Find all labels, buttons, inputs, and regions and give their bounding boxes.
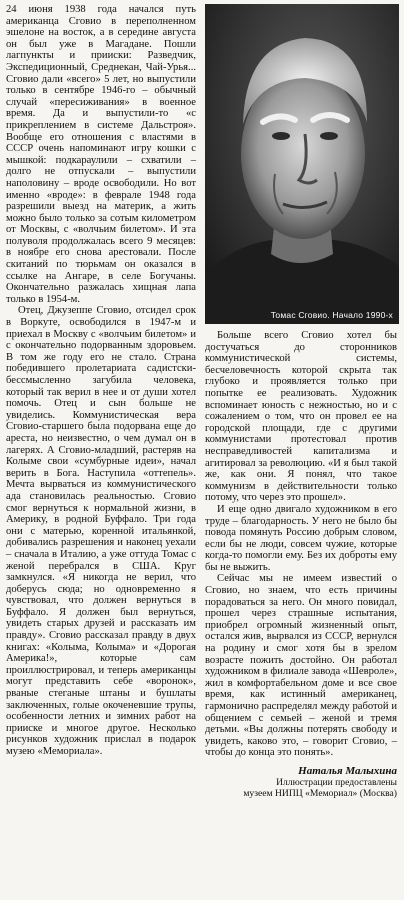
paragraph: Сейчас мы не имеем известий о Сговио, но знаем, что есть причины порадоваться за него. Он много повидал, прошел через страшные испытания, приобрел огромный жизненный опыт, остался жив, вырвался из СССР, вернулся на родину и смог хотя бы в зрелом возрасте пожить достойно. Он работал художником в филиале завода «Шевроле», жил в комфортабельном доме и все свое время, как истинный американец, гармонично распределял между работой и общением с семьей – женой и тремя детьми. «Вы должны потерять свободу и увидеть, каково это, – говорит Сговио, – чтобы до конца это понять». (205, 573, 397, 759)
paragraph: 24 июня 1938 года начался путь американца Сговио в переполненном эшелоне на восток, а в середине августа он был уже в Магадане. Пошли лагпункты и прииски: Разведчик, Экспедиционный, Среднекан, Чай-Урья... Сговио дали «всего» 5 лет, но выпустили только в сентябре 1946-го – обычный случай «пересиживания» в военное время. Да и выпустили-то «с прикреплением в системе Дальстроя». Вообще его отношения с властями в СССР очень напоминают игру кошки с мышкой: подкараулили – схватили – долго не отпускали – выпустили наполовину – вроде освободили. Но вот именно «вроде»: в феврале 1948 года разрешили выезд на материк, а жить можно было только за сотым километром от Москвы, с «волчьим билетом». И эта полуволя продолжалась всего 9 месяцев: в ноябре его снова арестовали. После скитаний по тюрьмам он оказался в ссылке на Ангаре, в селе Богучаны. Окончательно разжалась хищная лапа только в 1954-м. (6, 4, 196, 305)
portrait-photo (205, 4, 399, 324)
paragraph: Больше всего Сговио хотел бы достучаться до сторонников коммунистической системы, бесчеловечность которой скрыта так глубоко и проявляется только при попытке ее реализовать. Художник вспоминает юность с нежностью, но и с сожалением о том, что он провел ее на городской площади, где с другими коммунистами протестовал против несправедливостей капитализма и агитировал за революцию. «И я был такой же, как они. Я понял, что такое коммунизм в действительности только потому, что через это прошел». (205, 330, 397, 504)
credit-line: музеем НИПЦ «Мемориал» (Москва) (243, 787, 397, 799)
paragraph: И еще одно двигало художником в его труде – благодарность. У него не было бы повода помянуть Россию добрым словом, если бы не люди, совсем чужие, которые когда-то помогли ему. Без их доброты ему бы не выжить. (205, 503, 397, 573)
left-column (6, 4, 196, 758)
credit-line: Иллюстрации предоставлены (276, 776, 397, 788)
portrait-image (205, 4, 399, 324)
photo-caption: Томас Сговио. Начало 1990-х (270, 310, 393, 320)
paragraph: Отец, Джузеппе Сговио, отсидел срок в Воркуте, освободился в 1947-м и приехал в Москву с «волчьим билетом» и с окончательно подорванным здоровьем. В том же году его не стало. Страна победившего пролетариата садистски-бессмысленно загубила человека, который так верил в нее и от души хотел помочь. Отец и сын больше не увиделись. Коммунистическая вера Сговио-старшего была подорвана еще до ареста, но неизвестно, о чем думал он в лагерях. А Сговио-младший, растеряв на Колыме свои «сумбурные идеи», начал верить в Бога. Наступила «оттепель». Мечта вырваться из коммунистического ада становилась реальностью. Сговио смог вернуться к нормальной жизни, в Америку, в родной Буффало. Три года они с матерью, коренной итальянкой, добивались разрешения и наконец уехали – сначала в Италию, а уже оттуда Томас с женой перебрался в США. Круг замкнулся. «Я никогда не верил, что доберусь сюда; но одновременно я чувствовал, что должен вернуться в Буффало. Я должен был вернуться, увидеть старых друзей и рассказать им правду». Сговио рассказал правду в двух книгах: «Колыма, Колыма» и «Дорогая Америка!», которые сам проиллюстрировал, и теперь американцы могут представить себе «воронок», рваные стеганые штаны и бушлаты заключенных, голые окоченевшие трупы, особенности летних и зимних работ на прииске и многое другое. Несколько рисунков художник прислал в подарок музею «Мемориала». (6, 305, 196, 757)
signature-block (205, 765, 397, 799)
author-name: Наталья Малыхина (298, 764, 397, 777)
right-column (205, 330, 397, 799)
